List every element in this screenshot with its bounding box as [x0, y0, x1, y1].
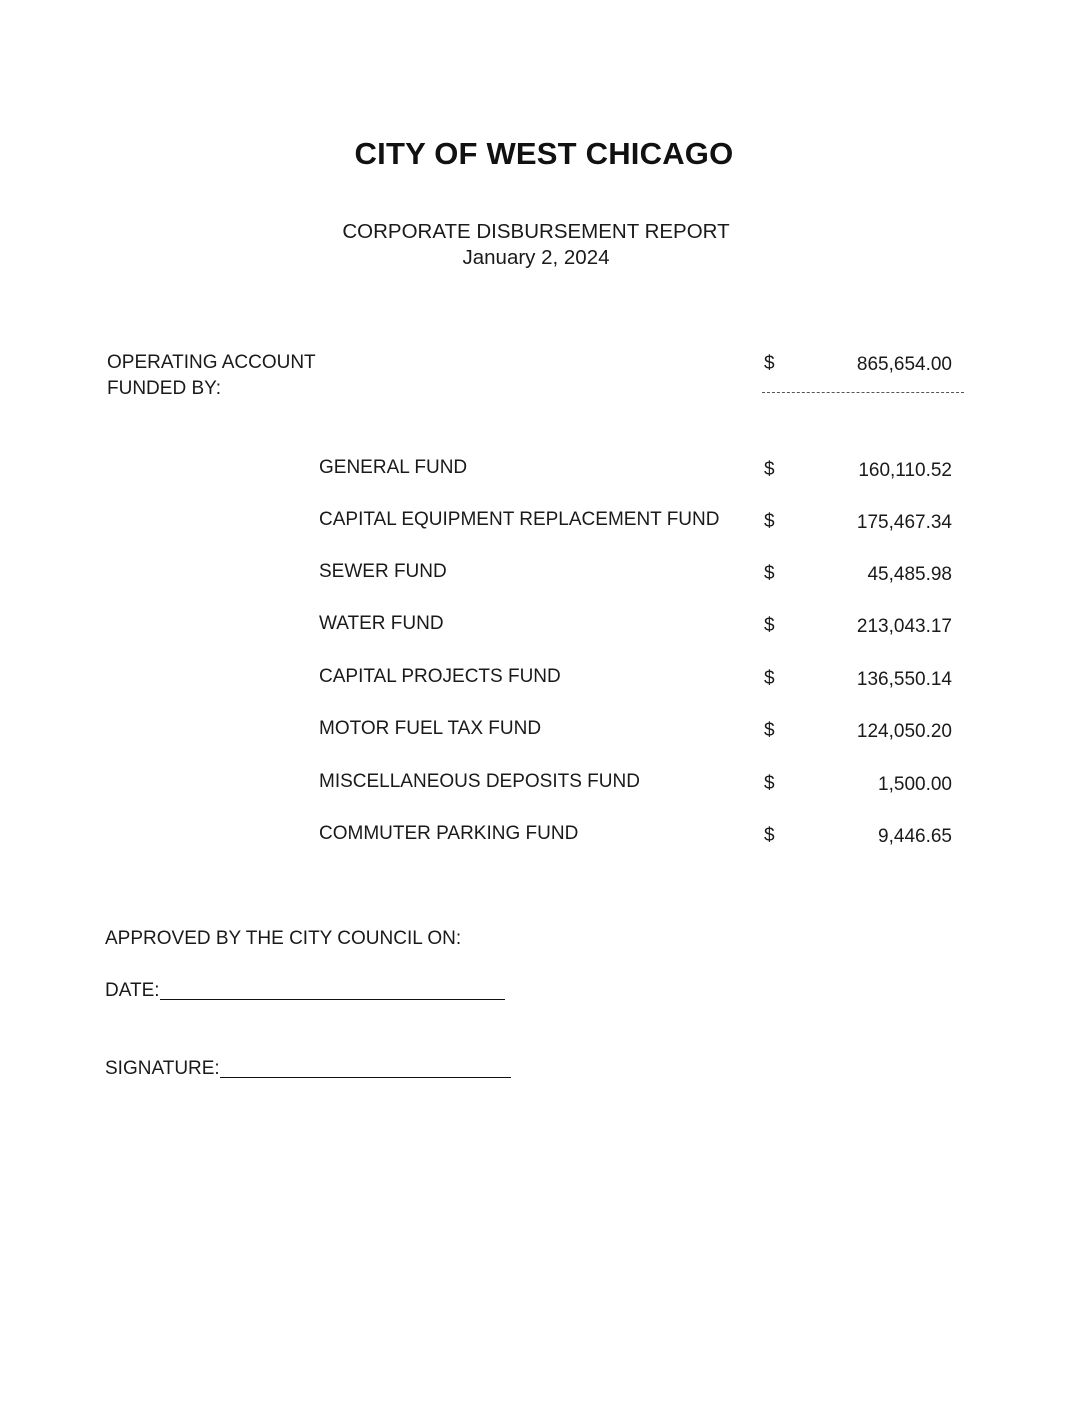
fund-currency: $ [764, 668, 775, 689]
operating-account-currency: $ [764, 353, 775, 374]
fund-row [0, 823, 1088, 853]
date-blank-line[interactable] [160, 998, 505, 1000]
fund-row [0, 457, 1088, 487]
signature-line-row [105, 1058, 511, 1080]
fund-currency: $ [764, 511, 775, 532]
date-line-row [105, 980, 505, 1002]
fund-row [0, 509, 1088, 539]
fund-currency: $ [764, 773, 775, 794]
fund-currency: $ [764, 720, 775, 741]
fund-currency: $ [764, 615, 775, 636]
fund-name: CAPITAL EQUIPMENT REPLACEMENT FUND [319, 509, 720, 530]
signature-blank-line[interactable] [220, 1076, 511, 1078]
fund-name: MISCELLANEOUS DEPOSITS FUND [319, 771, 640, 792]
fund-row [0, 771, 1088, 801]
fund-name: MOTOR FUEL TAX FUND [319, 718, 542, 739]
fund-amount: 175,467.34 [856, 512, 952, 533]
fund-amount: 9,446.65 [878, 826, 952, 847]
approval-statement: APPROVED BY THE CITY COUNCIL ON: [105, 928, 462, 949]
funded-by-label: FUNDED BY: [107, 378, 222, 399]
operating-account-label [107, 350, 316, 402]
report-date: January 2, 2024 [462, 246, 610, 269]
date-label: DATE: [105, 980, 160, 1001]
fund-currency: $ [764, 825, 775, 846]
fund-name: WATER FUND [319, 613, 444, 634]
fund-amount: 213,043.17 [856, 616, 952, 637]
fund-name: CAPITAL PROJECTS FUND [319, 666, 561, 687]
fund-row [0, 718, 1088, 748]
report-heading [0, 219, 1072, 271]
signature-label: SIGNATURE: [105, 1058, 220, 1079]
fund-amount: 45,485.98 [867, 564, 952, 585]
fund-amount: 136,550.14 [856, 669, 952, 690]
report-name: CORPORATE DISBURSEMENT REPORT [342, 220, 730, 243]
fund-name: COMMUTER PARKING FUND [319, 823, 579, 844]
fund-row [0, 613, 1088, 643]
operating-account-amount: 865,654.00 [856, 354, 952, 375]
fund-name: GENERAL FUND [319, 457, 468, 478]
operating-account-title: OPERATING ACCOUNT [107, 352, 316, 373]
fund-row [0, 666, 1088, 696]
fund-currency: $ [764, 563, 775, 584]
fund-amount: 1,500.00 [878, 774, 952, 795]
fund-amount: 160,110.52 [858, 460, 952, 481]
page-title: CITY OF WEST CHICAGO [354, 136, 734, 171]
total-divider [762, 392, 964, 393]
fund-amount: 124,050.20 [856, 721, 952, 742]
fund-name: SEWER FUND [319, 561, 447, 582]
fund-row [0, 561, 1088, 591]
fund-currency: $ [764, 459, 775, 480]
